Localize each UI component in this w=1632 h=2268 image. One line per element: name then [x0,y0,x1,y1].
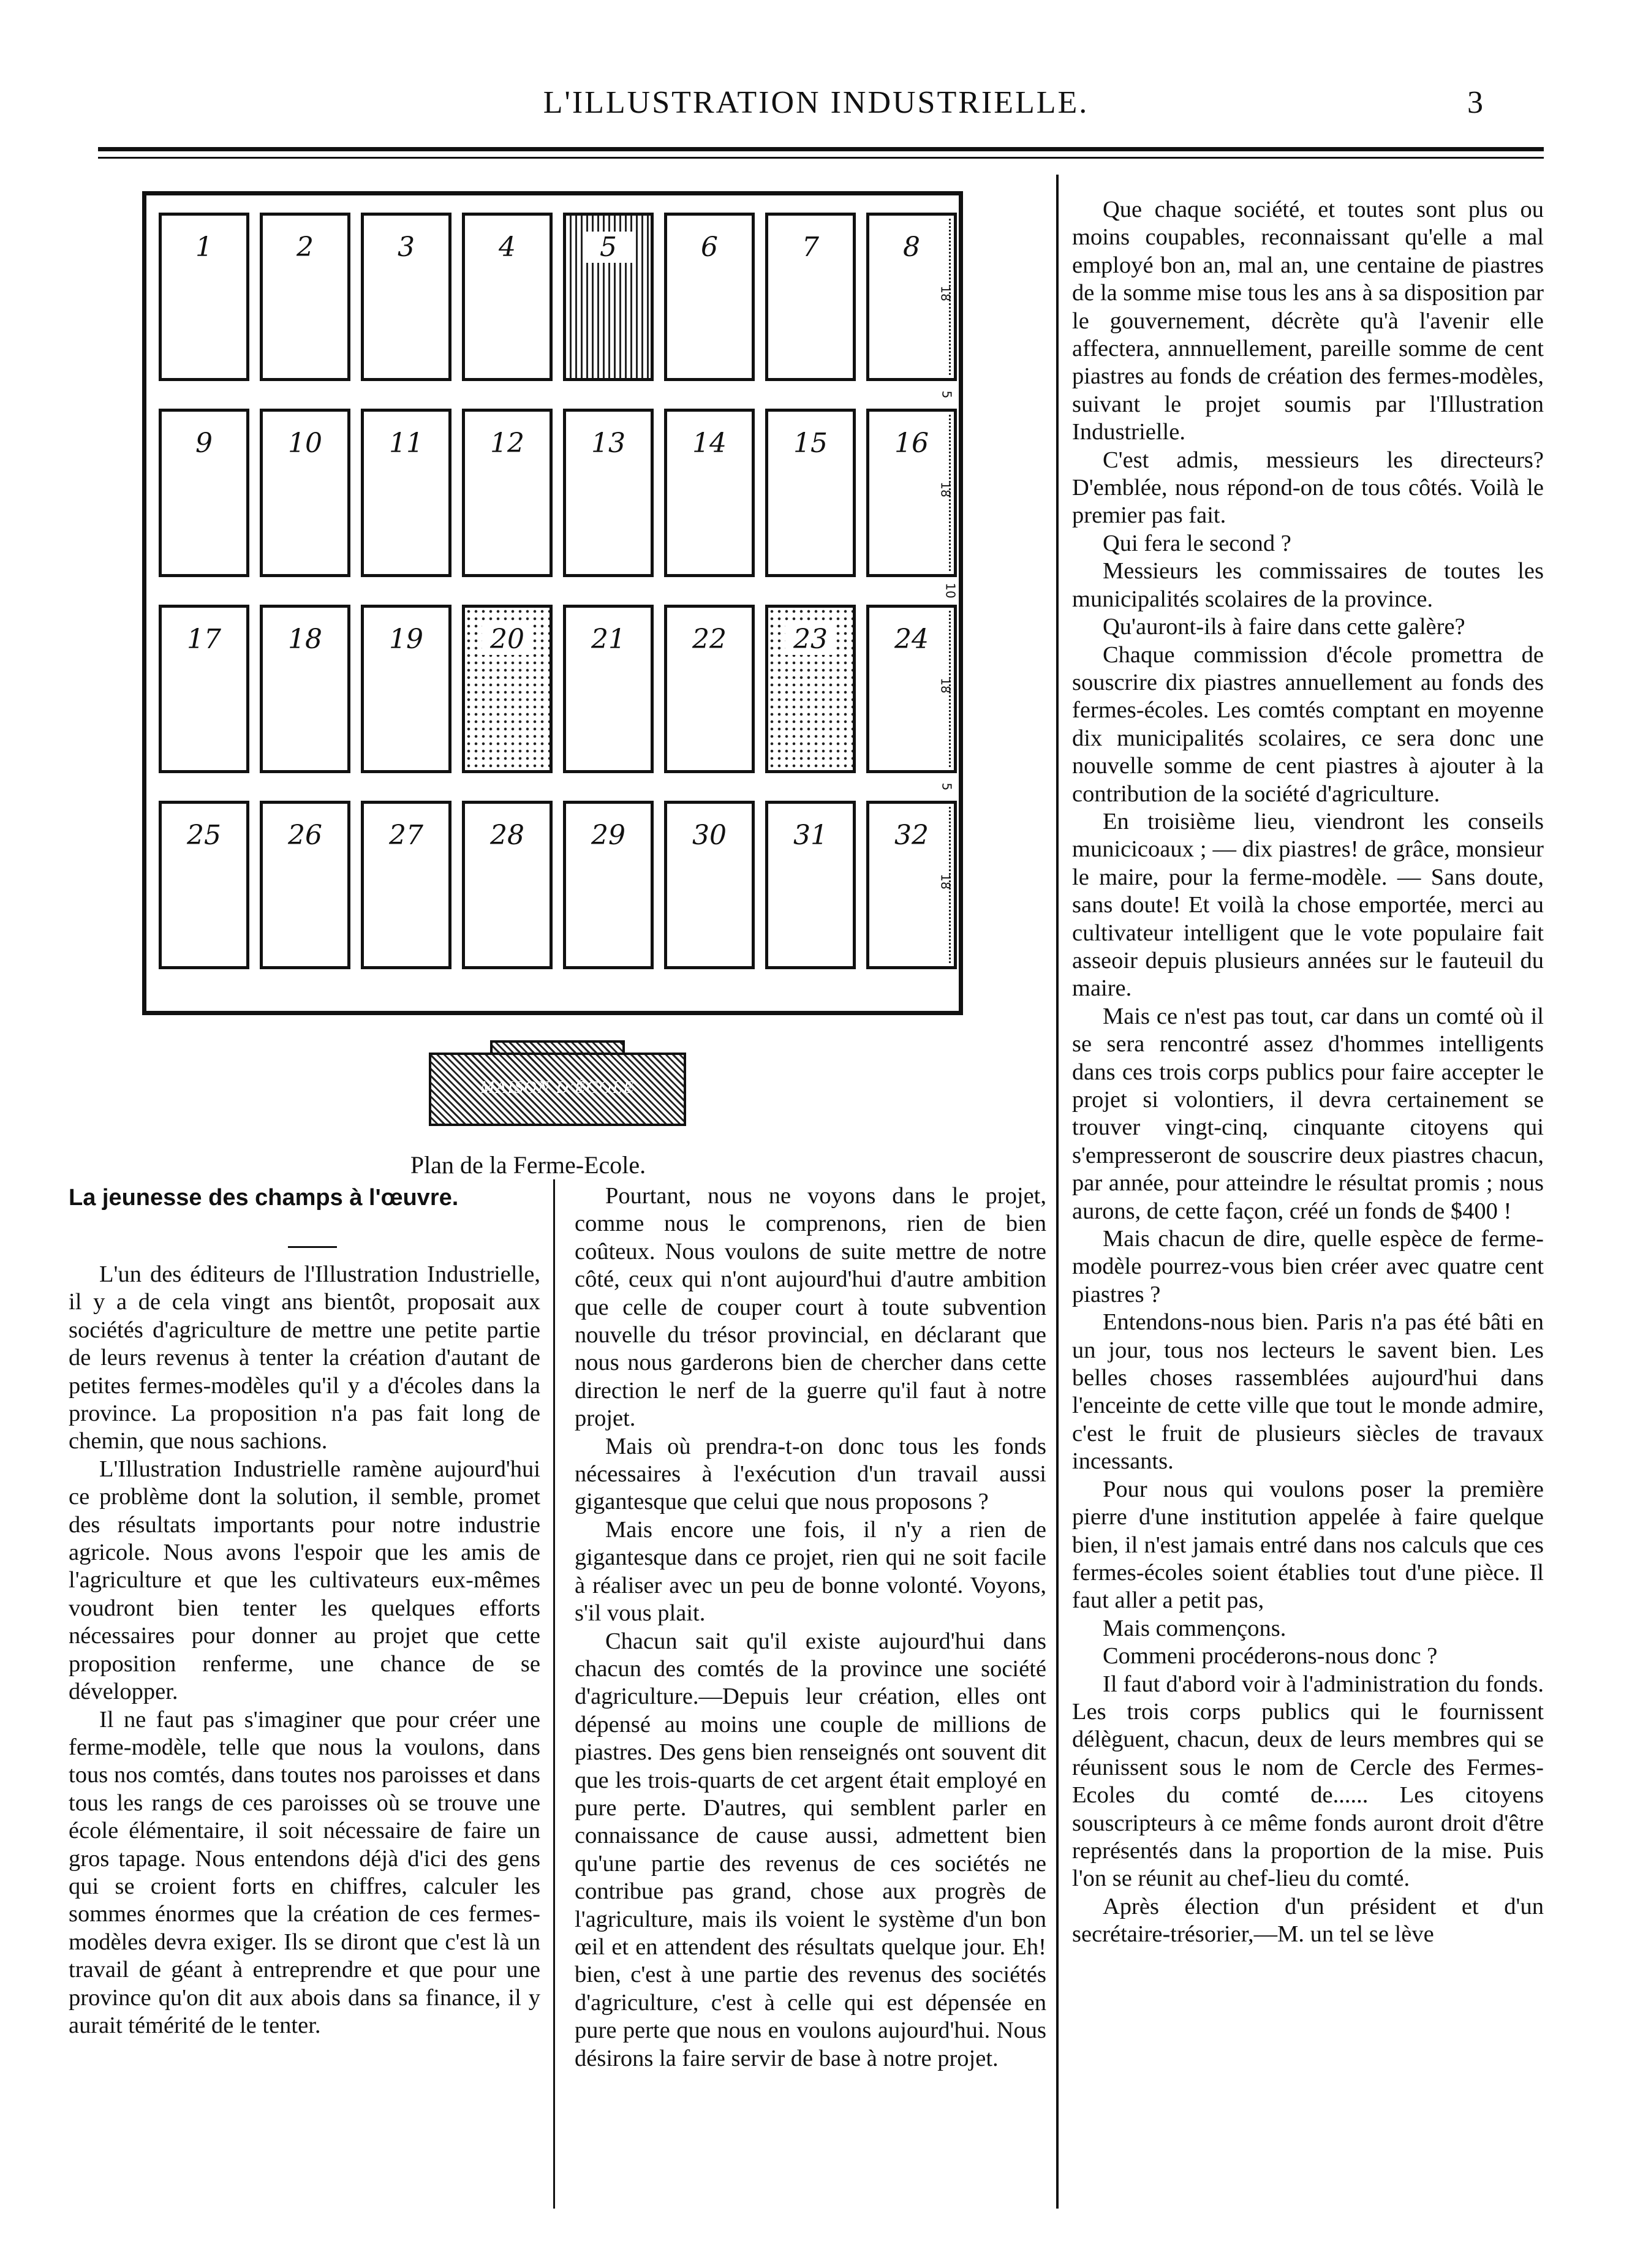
plot-25 [159,801,249,969]
plot-number: 24 [894,624,929,655]
plot-5 [563,213,654,381]
paragraph: Mais où prendra-t-on donc tous les fonds nécessaires à l'exécution d'un travail aussi gigantesque que celui que nous proposons ? [575,1433,1046,1515]
plot-10 [260,409,350,577]
plot-number: 21 [591,624,625,655]
plot-number: 16 [894,428,929,459]
plot-number: 31 [793,820,828,851]
plot-31 [765,801,856,969]
paragraph: Qu'auront-ils à faire dans cette galère? [1103,614,1465,640]
paragraph: Il faut d'abord voir à l'administration du fonds. Les trois corps publics qui le fournissent délèguent, chacun, deux de leurs membres qui se réunissent sous le nom de Cercle des Fermes-Ecoles du comté de...... Les citoyens souscripteurs à ce même fonds auront droit d'être représentés dans la proportion de la mise. Puis l'on se réunit au chef-lieu du comté. [1072,1671,1544,1892]
plot-7 [765,213,856,381]
header-rule-thick [98,147,1544,151]
paragraph: Mais encore une fois, il n'y a rien de gigantesque dans ce projet, rien qui ne soit facile à réaliser avec un peu de bonne volonté. Voyons, s'il vous plait. [575,1516,1046,1627]
article-title: La jeunesse des champs à l'œuvre. [69,1185,459,1211]
farm-plan-diagram [142,191,963,1015]
plot-number: 10 [288,428,322,459]
plot-number: 27 [389,820,423,851]
plot-27 [361,801,451,969]
paragraph: Commeni procéderons-nous donc ? [1103,1643,1438,1669]
plot-2 [260,213,350,381]
plot-number: 6 [701,232,718,263]
title-rule [288,1246,337,1248]
plot-30 [664,801,755,969]
plot-number: 5 [583,232,634,263]
school-house [429,1053,686,1126]
plot-26 [260,801,350,969]
plot-6 [664,213,755,381]
paragraph: En troisième lieu, viendront les conseils municicoaux ; — dix piastres! de grâce, monsieur le maire, pour la ferme-modèle. — Sans doute, sans doute! Et voilà la chose emportée, merci au cultivateur intelligent que le vote populaire fait asseoir depuis plusieurs années sur le fauteuil du maire. [1072,808,1544,1002]
plot-number: 11 [389,428,423,459]
paragraph: Mais ce n'est pas tout, car dans un comté où il se sera rencontré assez d'hommes intelligents dans ces trois corps publics pour faire accepter le projet si volontiers, il devra certainement se trouver vingt-cinq, cinquante citoyens qui s'empresseront de souscrire deux piastres chacun, par année, pour atteindre le résultat promis ; nous aurons, de cette façon, créé un fonds de $400 ! [1072,1003,1544,1224]
paragraph: Pourtant, nous ne voyons dans le projet, comme nous le comprenons, rien de bien coûteux. Nous voulons de suite mettre de notre côté, ceux qui n'ont aujourd'hui d'autre ambition que celle de couper court à toute subvention nouvelle du trésor provincial, en déclarant que nous nous garderons bien de chercher dans cette direction le nerf de la guerre qu'il faut à notre projet. [575,1183,1046,1432]
column-divider-lower [553,1179,555,2209]
plot-number: 19 [389,624,423,655]
plot-1 [159,213,249,381]
plot-11 [361,409,451,577]
paragraph: Entendons-nous bien. Paris n'a pas été bâti en un jour, tous nos lecteurs le savent bien. Les belles choses rassemblées aujourd'hui dans l'enceinte de cette ville que tout le monde admire, c'est le fruit de plusieurs siècles de travaux incessants. [1072,1309,1544,1475]
measure-label: 18 [938,285,953,301]
school-house-label: MAISON D'ÉCOLE [480,1078,635,1097]
plot-22 [664,605,755,773]
paragraph: Mais chacun de dire, quelle espèce de ferme-modèle pourrez-vous bien créer avec quatre cent piastres ? [1072,1226,1544,1307]
plot-20 [462,605,553,773]
plot-number: 32 [894,820,929,851]
plot-28 [462,801,553,969]
column-divider [1056,175,1059,2209]
plot-number: 9 [195,428,213,459]
plot-number: 23 [785,624,836,655]
plot-9 [159,409,249,577]
plot-number: 26 [288,820,322,851]
plot-18 [260,605,350,773]
plot-number: 22 [692,624,727,655]
measure-label: 18 [938,678,953,694]
paragraph: Pour nous qui voulons poser la première pierre d'une institution appelée à faire quelque bien, il n'est jamais entré dans nos calculs que ces fermes-écoles soient établies tout d'une pièce. Il faut aller a petit pas, [1072,1476,1544,1614]
gap-label: 5 [939,390,954,399]
paragraph: Chacun sait qu'il existe aujourd'hui dans chacun des comtés de la province une société d'agriculture.—Depuis leur création, elles ont dépensé au moins une couple de millions de piastres. Des gens bien renseignés ont souvent dit que les trois-quarts de cet argent était employé en pure perte. D'autres, qui semblent parler en connaissance de cause aussi, admettent bien qu'une partie des revenus de ces sociétés ne contribue pas grand, chose aux progrès de l'agriculture, mais ils voient le système d'un bon œil et en attendent des résultats quelque jour. Eh! bien, c'est à une partie des revenus des sociétés d'agriculture, c'est à celle qui est dépensée en pure perte que nous en voulons aujourd'hui. Nous désirons la faire servir de base à notre projet. [575,1628,1046,2071]
article-column-3 [1072,196,1544,1949]
plot-3 [361,213,451,381]
plot-number: 8 [903,232,920,263]
paragraph: Chaque commission d'école promettra de souscrire dix piastres annuellement au fonds des fermes-écoles. Les comtés comptant en moyenne dix municipalités scolaires, ce sera donc une nouvelle somme de cent piastres à ajouter à la contribution de la société d'agriculture. [1072,641,1544,807]
gap-label: 10 [943,583,958,599]
plot-13 [563,409,654,577]
plot-12 [462,409,553,577]
paragraph: Messieurs les commissaires de toutes les municipalités scolaires de la province. [1072,558,1544,612]
plot-number: 2 [297,232,314,263]
paragraph: L'un des éditeurs de l'Illustration Industrielle, il y a de cela vingt ans bientôt, proposait aux sociétés d'agriculture de mettre une petite partie de leurs revenus à tenter la création d'autant de petites fermes-modèles qu'il y a d'écoles dans la province. La proposition n'a pas fait long de chemin, que nous sachions. [69,1261,540,1454]
measure-label: 18 [938,874,953,890]
plot-number: 17 [187,624,221,655]
plot-14 [664,409,755,577]
plot-number: 29 [591,820,625,851]
plot-29 [563,801,654,969]
measure-label: 18 [938,482,953,497]
plot-number: 15 [793,428,828,459]
paragraph: C'est admis, messieurs les directeurs? D'emblée, nous répond-on de tous côtés. Voilà le premier pas fait. [1072,447,1544,529]
paragraph: Qui fera le second ? [1103,530,1291,556]
plot-4 [462,213,553,381]
running-header: L'ILLUSTRATION INDUSTRIELLE. [543,85,1089,120]
plan-caption: Plan de la Ferme-Ecole. [410,1151,646,1179]
plot-number: 13 [591,428,625,459]
gap-label: 5 [939,782,954,791]
plot-number: 4 [499,232,516,263]
plot-15 [765,409,856,577]
plot-number: 1 [195,232,213,263]
header-rule-thin [98,157,1544,159]
plot-19 [361,605,451,773]
plot-21 [563,605,654,773]
plot-number: 12 [490,428,524,459]
paragraph: Que chaque société, et toutes sont plus ou moins coupables, reconnaissant qu'elle a mal employé bon an, mal an, une centaine de piastres de la somme mise tous les ans à sa disposition par le gouvernement, décrète qu'à l'avenir elle affectera, annnuellement, pareille somme de cent piastres au fonds de création des fermes-modèles, suivant le projet soumis par l'Illustration Industrielle. [1072,197,1544,445]
page-number: 3 [1467,85,1483,120]
plot-number: 28 [490,820,524,851]
plot-number: 14 [692,428,727,459]
paragraph: Il ne faut pas s'imaginer que pour créer une ferme-modèle, telle que nous la voulons, dans tous nos comtés, dans toutes nos paroisses et dans tous les rangs de ces paroisses où se trouve une école élémentaire, il soit nécessaire de faire un gros tapage. Nous entendons déjà d'ici des gens qui se croient forts en chiffres, calculer les sommes énormes que la création de ces fermes-modèles devra exiger. Ils se diront que c'est là un travail de géant à entreprendre et que pour une province qu'on dit aux abois dans sa finance, il y aurait témérité de le tenter. [69,1706,540,2038]
plot-23 [765,605,856,773]
article-column-2 [575,1182,1046,2073]
plot-number: 3 [398,232,415,263]
plot-17 [159,605,249,773]
plot-number: 25 [187,820,221,851]
paragraph: Après élection d'un président et d'un secrétaire-trésorier,—M. un tel se lève [1072,1893,1544,1948]
plot-number: 30 [692,820,727,851]
paragraph: Mais commençons. [1103,1615,1286,1641]
paragraph: L'Illustration Industrielle ramène aujourd'hui ce problème dont la solution, il semble, promet des résultats importants pour notre industrie agricole. Nous avons l'espoir que les amis de l'agriculture et que les cultivateurs eux-mêmes voudront bien tenter les quelques efforts nécessaires pour donner au projet que cette proposition renferme, une chance de se développer. [69,1456,540,1705]
article-column-1 [69,1261,540,2039]
plot-number: 20 [482,624,533,655]
plot-number: 18 [288,624,322,655]
plot-number: 7 [802,232,819,263]
